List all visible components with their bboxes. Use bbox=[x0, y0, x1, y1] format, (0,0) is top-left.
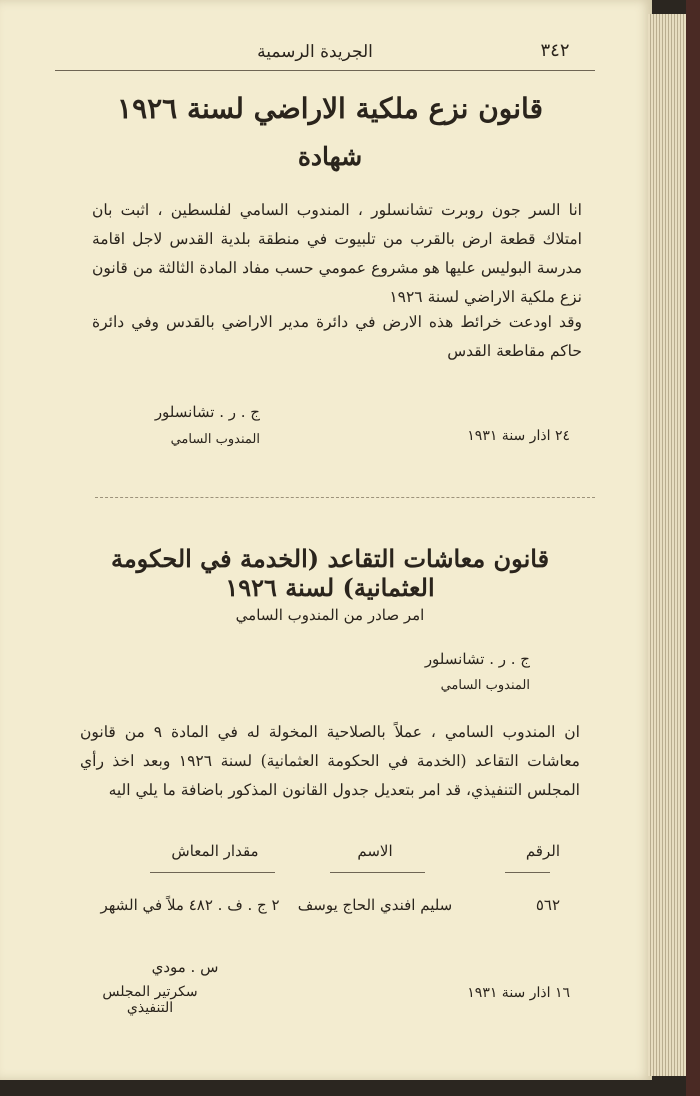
section1-paragraph-2: وقد اودعت خرائط هذه الارض في دائرة مدير الاراضي بالقدس وفي دائرة حاكم مقاطعة القدس bbox=[92, 313, 582, 360]
section1-title: قانون نزع ملكية الاراضي لسنة ١٩٢٦ bbox=[117, 92, 543, 125]
section2-date: ١٦ اذار سنة ١٩٣١ bbox=[467, 985, 570, 1001]
section2-paragraph: ان المندوب السامي ، عملاً بالصلاحية المخولة له في المادة ٩ من قانون معاشات التقاعد (الخدمة في الحكومة العثمانية) لسنة ١٩٢٦ وبعد اخذ رأي المجلس التنفيذي، قد امر بتعديل جدول القانون المذكور باضافة ما يلي اليه bbox=[80, 723, 580, 799]
table-cell-name: سليم افندي الحاج يوسف bbox=[297, 896, 453, 914]
table-header-underline bbox=[505, 872, 550, 873]
header-rule bbox=[55, 70, 595, 71]
table-cell-pension: ٢ ج . ف . ٤٨٢ ملاً في الشهر bbox=[100, 896, 280, 914]
book-binding-edge bbox=[686, 0, 700, 1096]
table-header-underline bbox=[150, 872, 275, 873]
table-header-underline bbox=[330, 872, 425, 873]
table-cell-number: ٥٦٢ bbox=[535, 896, 560, 914]
page-edges bbox=[648, 14, 688, 1076]
section1-paragraph-1: انا السر جون روبرت تشانسلور ، المندوب السامي لفلسطين ، اثبت بان امتلاك قطعة ارض بالقرب من تلبيوت في منطقة بلدية القدس لاجل اقامة مدرسة البوليس عليها هو مشروع عمومي حسب مفاد المادة الثالثة من قانون نزع ملكية الاراضي لسنة ١٩٢٦ bbox=[92, 201, 582, 306]
section2-subtitle: امر صادر من المندوب السامي bbox=[235, 606, 425, 624]
table-header-pension: مقدار المعاش bbox=[171, 842, 259, 860]
table-header-name: الاسم bbox=[357, 842, 393, 860]
section-divider bbox=[95, 497, 595, 498]
section1-date: ٢٤ اذار سنة ١٩٣١ bbox=[467, 428, 570, 444]
footer-signer-title: سكرتير المجلس التنفيذي bbox=[102, 984, 198, 1016]
section1-signer: ج . ر . تشانسلور bbox=[154, 403, 260, 421]
table-header-number: الرقم bbox=[525, 842, 560, 860]
journal-title: الجريدة الرسمية bbox=[257, 42, 373, 62]
section2-title: قانون معاشات التقاعد (الخدمة في الحكومة العثمانية) لسنة ١٩٢٦ bbox=[110, 544, 550, 602]
section2-signer-title: المندوب السامي bbox=[440, 678, 530, 693]
section2-signer: ج . ر . تشانسلور bbox=[424, 650, 530, 668]
section1-signer-title: المندوب السامي bbox=[170, 432, 260, 447]
page-number: ٣٤٢ bbox=[540, 40, 570, 61]
footer-signer: س . مودي bbox=[151, 958, 219, 976]
section1-subtitle: شهادة bbox=[297, 142, 363, 171]
